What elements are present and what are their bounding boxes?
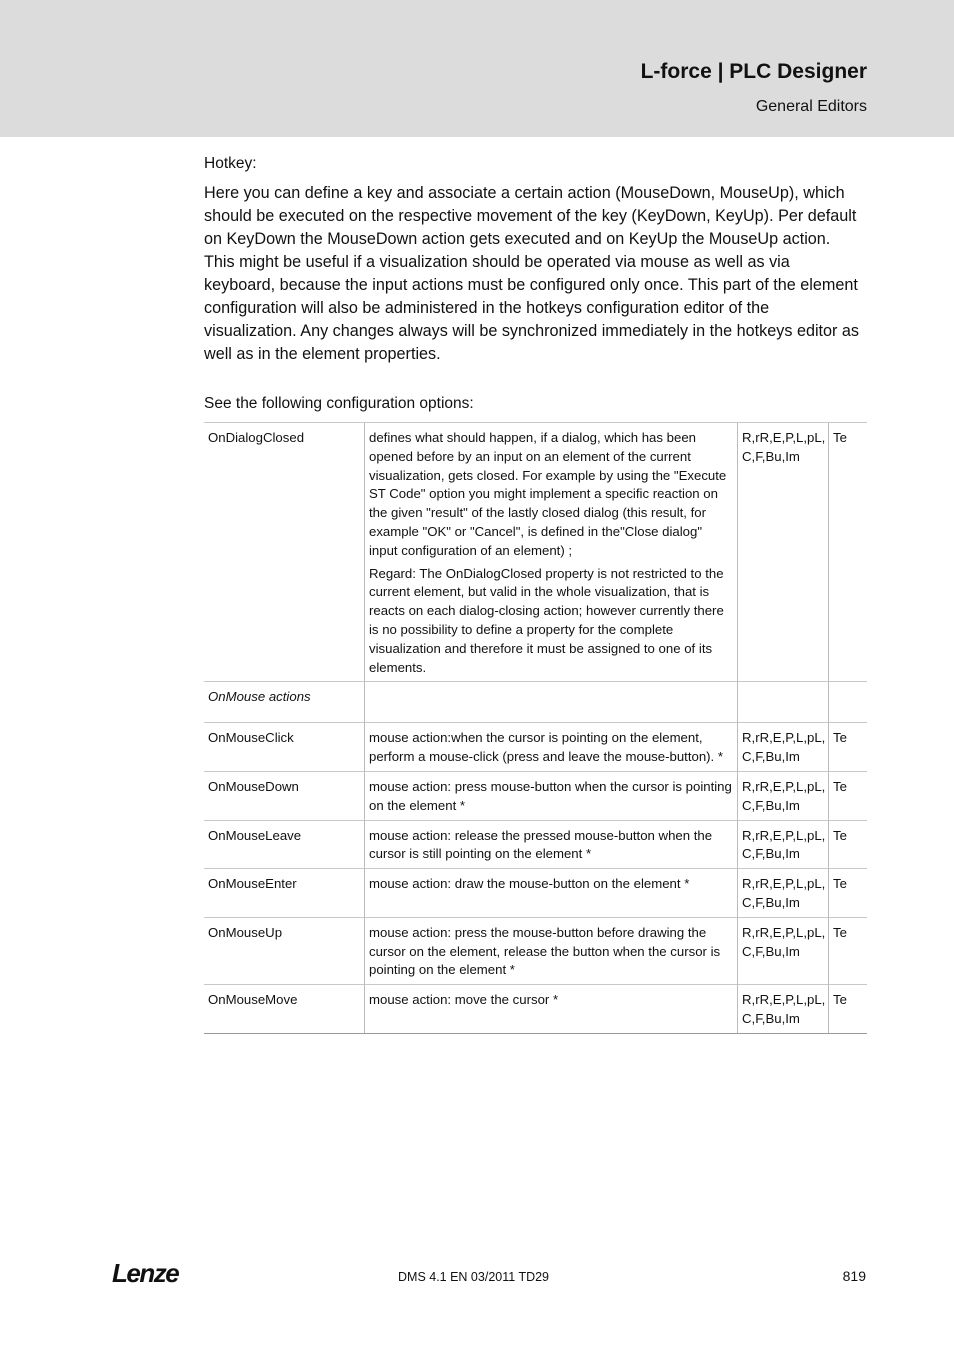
option-description-note: Regard: The OnDialogClosed property is not restricted to the current element, but valid in the whole visualization, that is reacts on each dialog-closing action; however currently there is no possibility to define a property for the complete visualization and therefore it must be assigned to one of its elements. [369, 565, 724, 675]
option-name: OnMouseUp [204, 917, 365, 984]
see-options-label: See the following configuration options: [204, 395, 474, 412]
option-name: OnMouseClick [204, 723, 365, 772]
table-row [204, 820, 867, 869]
option-extra: Te [829, 985, 868, 1034]
option-description: mouse action: move the cursor * [365, 985, 738, 1034]
table-row [204, 723, 867, 772]
option-elements: R,rR,E,P,L,pL, C,F,Bu,Im [738, 869, 829, 918]
option-name: OnDialogClosed [204, 423, 365, 682]
option-description [365, 682, 738, 723]
option-extra: Te [829, 771, 868, 820]
chapter-subtitle: General Editors [755, 98, 867, 115]
table-row [204, 682, 867, 723]
option-elements: R,rR,E,P,L,pL, C,F,Bu,Im [738, 985, 829, 1034]
document-title: L-force | PLC Designer [640, 60, 867, 83]
option-extra [829, 682, 868, 723]
option-name: OnMouseEnter [204, 869, 365, 918]
option-extra: Te [829, 723, 868, 772]
document-reference: DMS 4.1 EN 03/2011 TD29 [398, 1270, 550, 1284]
option-extra: Te [829, 423, 868, 682]
option-name: OnMouseDown [204, 771, 365, 820]
option-description: mouse action: release the pressed mouse-button when the cursor is still pointing on the element * [365, 820, 738, 869]
page-header [0, 0, 954, 137]
lenze-logo: Lenze [112, 1258, 179, 1288]
option-name: OnMouseLeave [204, 820, 365, 869]
table-row [204, 423, 867, 682]
configuration-options-table [204, 422, 867, 1034]
option-extra: Te [829, 917, 868, 984]
option-elements: R,rR,E,P,L,pL, C,F,Bu,Im [738, 917, 829, 984]
option-description: mouse action:when the cursor is pointing on the element, perform a mouse-click (press and leave the mouse-button). * [365, 723, 738, 772]
option-elements: R,rR,E,P,L,pL, C,F,Bu,Im [738, 820, 829, 869]
option-extra: Te [829, 869, 868, 918]
option-description [365, 423, 738, 682]
option-description: mouse action: press mouse-button when the cursor is pointing on the element * [365, 771, 738, 820]
option-elements [738, 682, 829, 723]
option-description-text: defines what should happen, if a dialog, which has been opened before by an input on an element of the current visualization, gets closed. For example by using the "Execute ST Code" option you might implement a specific reaction on the given "result" of the lastly closed dialog (this result, for example "OK" or "Cancel", is defined in the"Close dialog" input configuration of an element) ; [369, 430, 727, 558]
table-row [204, 869, 867, 918]
hotkey-label: Hotkey: [204, 155, 257, 172]
option-group-name: OnMouse actions [204, 682, 365, 723]
option-elements: R,rR,E,P,L,pL, C,F,Bu,Im [738, 771, 829, 820]
table-row [204, 917, 867, 984]
option-elements: R,rR,E,P,L,pL, C,F,Bu,Im [738, 723, 829, 772]
option-description: mouse action: press the mouse-button before drawing the cursor on the element, release the button when the cursor is pointing on the element * [365, 917, 738, 984]
option-name: OnMouseMove [204, 985, 365, 1034]
table-row [204, 771, 867, 820]
option-description: mouse action: draw the mouse-button on the element * [365, 869, 738, 918]
option-extra: Te [829, 820, 868, 869]
table-row [204, 985, 867, 1034]
option-elements: R,rR,E,P,L,pL, C,F,Bu,Im [738, 423, 829, 682]
hotkey-description: Here you can define a key and associate a certain action (MouseDown, MouseUp), which should be executed on the respective movement of the key (KeyDown, KeyUp). Per default on KeyDown the MouseDown action gets executed and on KeyUp the MouseUp action. This might be useful if a visualization should be operated via mouse as well as via keyboard, because the input actions must be configured only once. This part of the element configuration will also be administered in the hotkeys configuration editor of the visualization. Any changes always will be synchronized immediately in the hotkeys editor as well as in the element properties. [204, 184, 860, 363]
page-number: 819 [842, 1268, 866, 1284]
